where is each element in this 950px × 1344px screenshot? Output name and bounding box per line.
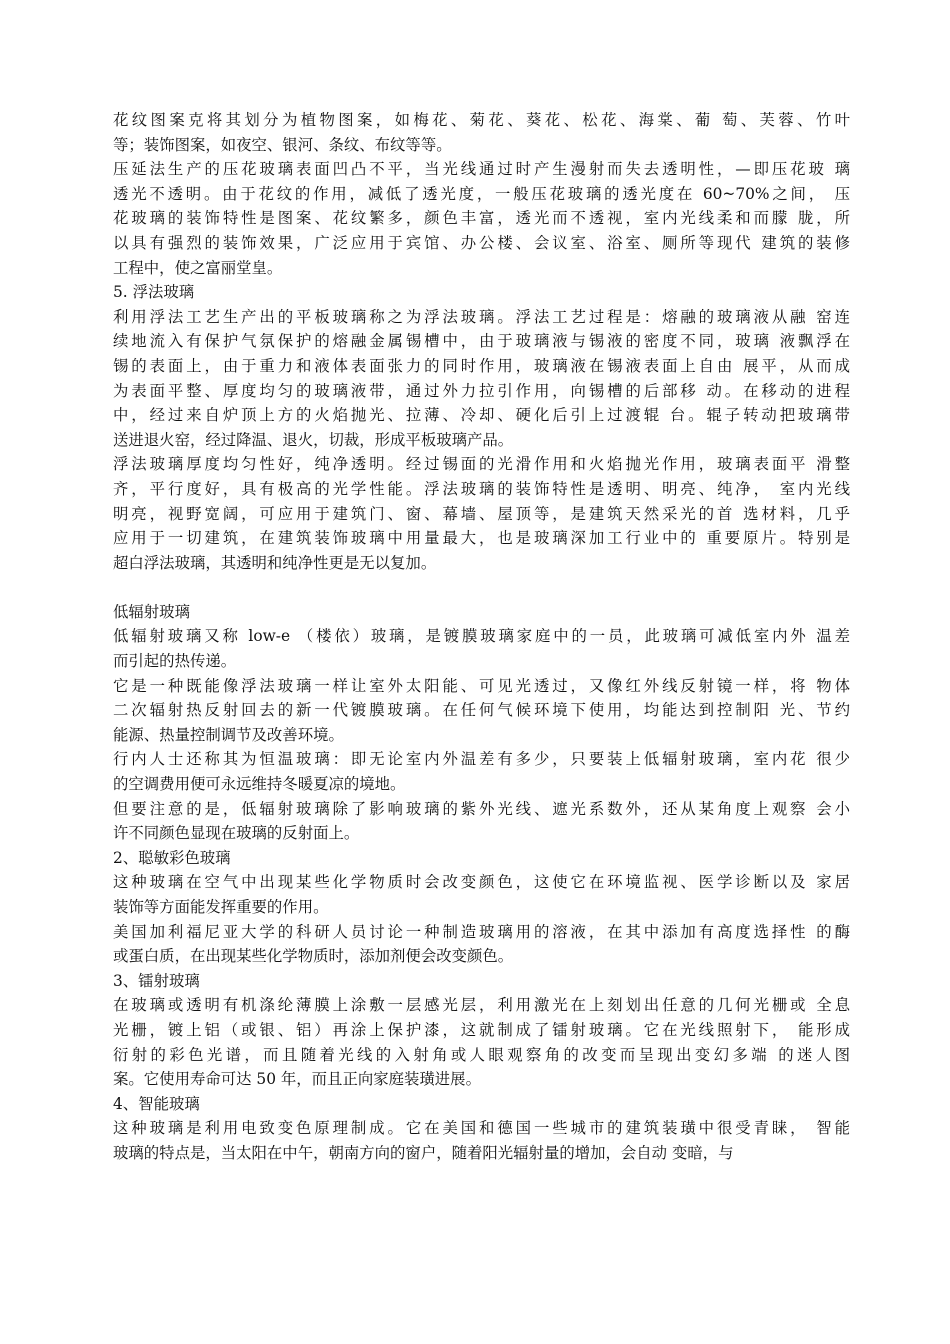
text-line: 或蛋白质，在出现某些化学物质时，添加剂便会改变颜色。 (113, 947, 514, 966)
text-line: 锡的表面上，由于重力和液体表面张力的同时作用，玻璃液在锡液表面上自由 展平，从而成 (113, 356, 850, 375)
text-line: 在玻璃或透明有机涤纶薄膜上涂敷一层感光层，利用激光在上刻划出任意的几何光栅或 全息 (113, 996, 850, 1015)
text-line: 超白浮法玻璃，其透明和纯净性更是无以复加。 (113, 553, 437, 572)
text-line: 但要注意的是，低辐射玻璃除了影响玻璃的紫外光线、遮光系数外，还从某角度上观察 会小 (113, 799, 850, 818)
text-line: 玻璃的特点是，当太阳在中午，朝南方向的窗户，随着阳光辐射量的增加，会自动 变暗，与 (113, 1143, 734, 1162)
text-line: 齐，平行度好，具有极高的光学性能。浮法玻璃的装饰特性是透明、明亮、纯净， 室内光线 (113, 479, 850, 498)
text-line: 送进退火窑，经过降温、退火，切裁，形成平板玻璃产品。 (113, 430, 514, 449)
paragraph (113, 157, 850, 280)
paragraph (113, 870, 850, 919)
text-line: 续地流入有保护气氛保护的熔融金属锡槽中，由于玻璃液与锡液的密度不同，玻璃 液飘浮在 (113, 332, 850, 351)
section-heading: 5. 浮法玻璃 (113, 283, 195, 302)
paragraph (113, 305, 850, 453)
document-page (113, 108, 850, 1166)
text-line: 花纹图案克将其划分为植物图案，如梅花、菊花、葵花、松花、海棠、葡 萄、芙蓉、竹叶 (113, 111, 850, 129)
text-line: 透光不透明。由于花纹的作用，减低了透光度，一般压花玻璃的透光度在 60~70%之间， 压 (113, 184, 850, 203)
text-line: 浮法玻璃厚度均匀性好，纯净透明。经过锡面的光滑作用和火焰抛光作用，玻璃表面平 滑整 (113, 455, 850, 474)
paragraph (113, 624, 850, 673)
text-line: 等；装饰图案，如夜空、银河、条纹、布纹等等。 (113, 135, 452, 154)
blank-line (113, 575, 850, 600)
paragraph (113, 993, 850, 1091)
paragraph (113, 747, 850, 796)
text-line: 光栅，镀上铝（或银、铝）再涂上保护漆，这就制成了镭射玻璃。它在光线照射下， 能形成 (113, 1020, 850, 1039)
text-line: 明亮，视野宽阔，可应用于建筑门、窗、幕墙、屋顶等，是建筑天然采光的首 选材料，几乎 (113, 504, 850, 523)
text-line: 它是一种既能像浮法玻璃一样让室外太阳能、可见光透过，又像红外线反射镜一样，将 物体 (113, 676, 850, 695)
section-heading: 3、镭射玻璃 (113, 971, 200, 990)
text-line: 案。它使用寿命可达 50 年，而且正向家庭装璜进展。 (113, 1070, 481, 1089)
section-heading: 4、智能玻璃 (113, 1094, 200, 1113)
text-line: 压延法生产的压花玻璃表面凹凸不平，当光线通过时产生漫射而失去透明性，—即压花玻 璃 (113, 160, 850, 179)
text-line: 这种玻璃在空气中出现某些化学物质时会改变颜色，这使它在环境监视、医学诊断以及 家居 (113, 873, 850, 892)
text-line: 能源、热量控制调节及改善环境。 (113, 725, 344, 744)
text-line: 行内人士还称其为恒温玻璃：即无论室内外温差有多少，只要装上低辐射玻璃，室内花 很少 (113, 750, 850, 769)
text-line: 利用浮法工艺生产出的平板玻璃称之为浮法玻璃。浮法工艺过程是：熔融的玻璃液从融 窑连 (113, 307, 850, 326)
text-line: 这种玻璃是利用电致变色原理制成。它在美国和德国一些城市的建筑装璜中很受青睐， 智能 (113, 1119, 850, 1138)
text-line: 为表面平整、厚度均匀的玻璃液带，通过外力拉引作用，向锡槽的后部移 动。在移动的进程 (113, 381, 850, 400)
paragraph (113, 108, 850, 157)
text-line: 应用于一切建筑，在建筑装饰玻璃中用量最大，也是玻璃深加工行业中的 重要原片。特别是 (113, 529, 850, 548)
text-line: 衍射的彩色光谱，而且随着光线的入射角或人眼观察角的改变而呈现出变幻多端 的迷人图 (113, 1045, 850, 1064)
text-line: 花玻璃的装饰特性是图案、花纹繁多，颜色丰富，透光而不透视，室内光线柔和而朦 胧，所 (113, 209, 850, 228)
paragraph (113, 797, 850, 846)
text-line: 装饰等方面能发挥重要的作用。 (113, 898, 329, 916)
paragraph (113, 1116, 850, 1165)
text-line: 以具有强烈的装饰效果，广泛应用于宾馆、办公楼、会议室、浴室、厕所等现代 建筑的装修 (113, 233, 850, 252)
text-line: 工程中，使之富丽堂皇。 (113, 258, 283, 277)
section-heading: 2、聪敏彩色玻璃 (113, 848, 231, 867)
text-line: 的空调费用便可永远维持冬暖夏凉的境地。 (113, 775, 406, 794)
text-line: 中，经过来自炉顶上方的火焰抛光、拉薄、冷却、硬化后引上过渡辊 台。辊子转动把玻璃带 (113, 406, 850, 425)
text-line: 许不同颜色显现在玻璃的反射面上。 (113, 824, 360, 843)
text-line: 低辐射玻璃又称 low-e （楼依）玻璃，是镀膜玻璃家庭中的一员，此玻璃可减低室内外 温差 (113, 627, 850, 646)
text-line: 美国加利福尼亚大学的科研人员讨论一种制造玻璃用的溶液，在其中添加有高度选择性 的酶 (113, 922, 850, 941)
paragraph (113, 452, 850, 575)
paragraph (113, 674, 850, 748)
text-line: 二次辐射热反射回去的新一代镀膜玻璃。在任何气候环境下使用，均能达到控制阳 光、节约 (113, 701, 850, 720)
text-line: 而引起的热传递。 (113, 652, 237, 671)
paragraph (113, 920, 850, 969)
section-heading: 低辐射玻璃 (113, 602, 190, 621)
